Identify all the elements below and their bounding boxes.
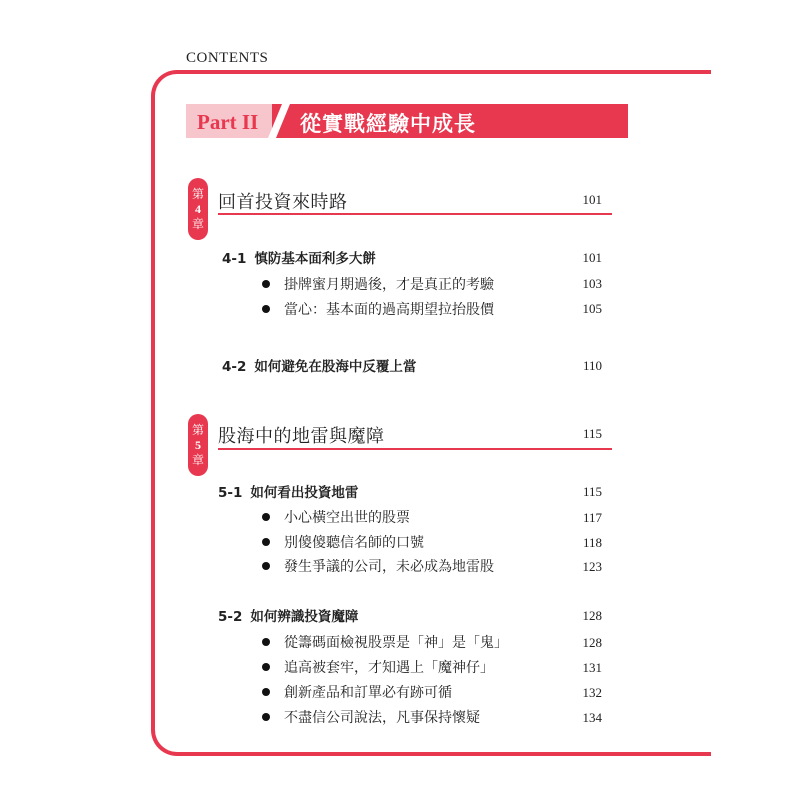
bullet-icon <box>262 562 270 570</box>
item-page: 128 <box>582 635 602 650</box>
list-item[interactable] <box>262 299 494 319</box>
item-page: 132 <box>582 685 602 700</box>
section-entry[interactable] <box>222 247 376 267</box>
item-text: 從籌碼面檢視股票是「神」是「鬼」 <box>284 635 508 651</box>
chapter-title[interactable]: 股海中的地雷與魔障 <box>218 426 385 447</box>
section-entry[interactable] <box>222 355 416 375</box>
section-title: 如何辨識投資魔障 <box>250 609 359 625</box>
item-text: 掛牌蜜月期過後，才是真正的考驗 <box>284 277 494 293</box>
chapter-page: 101 <box>582 192 602 207</box>
bullet-icon <box>262 280 270 288</box>
section-title: 如何看出投資地雷 <box>250 485 359 501</box>
section-number: 5-2 <box>218 609 243 625</box>
item-text: 不盡信公司說法，凡事保持懷疑 <box>284 710 480 726</box>
chapter-badge-number: 4 <box>195 201 201 216</box>
chapter-underline <box>218 448 612 450</box>
item-text: 小心橫空出世的股票 <box>284 510 410 526</box>
part-label: Part II <box>197 110 259 134</box>
item-page: 118 <box>582 535 602 550</box>
section-entry[interactable] <box>218 605 358 625</box>
chapter-badge-number: 5 <box>195 437 201 452</box>
bullet-icon <box>262 713 270 721</box>
bullet-icon <box>262 688 270 696</box>
item-page: 131 <box>582 660 602 675</box>
list-item[interactable] <box>262 274 494 294</box>
chapter-title[interactable]: 回首投資來時路 <box>218 192 348 213</box>
part-divider-slash <box>268 104 290 138</box>
list-item[interactable] <box>262 682 452 702</box>
bullet-icon <box>262 638 270 646</box>
item-page: 103 <box>582 276 602 291</box>
bullet-icon <box>262 513 270 521</box>
list-item[interactable] <box>262 507 410 527</box>
section-page: 128 <box>582 608 602 623</box>
item-text: 當心：基本面的過高期望拉抬股價 <box>284 302 494 318</box>
bullet-icon <box>262 305 270 313</box>
contents-header: CONTENTS <box>186 50 269 66</box>
list-item[interactable] <box>262 657 494 677</box>
item-page: 123 <box>582 559 602 574</box>
section-number: 4-1 <box>222 251 247 267</box>
chapter-badge <box>188 178 208 240</box>
list-item[interactable] <box>262 707 480 727</box>
item-text: 發生爭議的公司，未必成為地雷股 <box>284 559 494 575</box>
section-page: 101 <box>582 250 602 265</box>
section-page: 115 <box>582 484 602 499</box>
bullet-icon <box>262 538 270 546</box>
chapter-badge-suffix: 章 <box>191 452 204 467</box>
list-item[interactable] <box>262 532 424 552</box>
item-text: 追高被套牢，才知遇上「魔神仔」 <box>284 660 494 676</box>
list-item[interactable] <box>262 632 508 652</box>
section-title: 如何避免在股海中反覆上當 <box>254 359 417 375</box>
chapter-badge-prefix: 第 <box>191 422 204 437</box>
section-page: 110 <box>582 358 602 373</box>
page-frame <box>151 70 711 756</box>
item-text: 別傻傻聽信名師的口號 <box>284 535 424 551</box>
item-page: 117 <box>582 510 602 525</box>
chapter-page: 115 <box>582 426 602 441</box>
part-title: 從實戰經驗中成長 <box>300 111 476 136</box>
item-text: 創新產品和訂單必有跡可循 <box>284 685 452 701</box>
section-number: 4-2 <box>222 359 247 375</box>
section-entry[interactable] <box>218 481 358 501</box>
chapter-underline <box>218 213 612 215</box>
bullet-icon <box>262 663 270 671</box>
item-page: 134 <box>582 710 602 725</box>
chapter-badge-prefix: 第 <box>191 186 204 201</box>
section-number: 5-1 <box>218 485 243 501</box>
item-page: 105 <box>582 301 602 316</box>
chapter-badge <box>188 414 208 476</box>
section-title: 慎防基本面利多大餅 <box>254 251 376 267</box>
list-item[interactable] <box>262 556 494 576</box>
chapter-badge-suffix: 章 <box>191 216 204 231</box>
